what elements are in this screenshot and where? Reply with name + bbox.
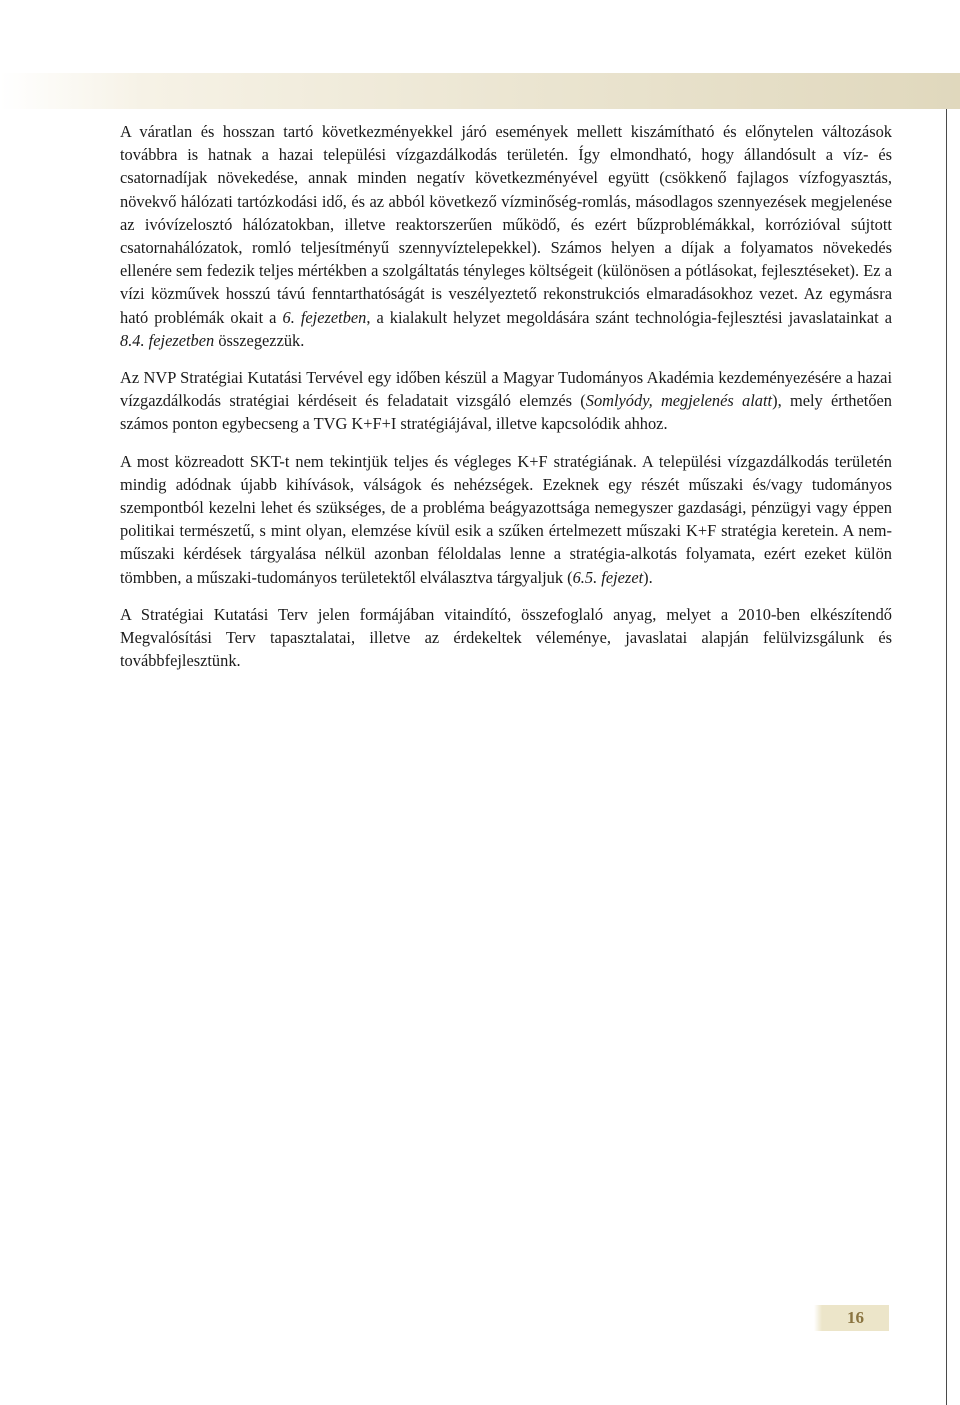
paragraph-4 xyxy=(120,603,892,673)
paragraph-3 xyxy=(120,450,892,589)
text-run: A Stratégiai Kutatási Terv jelen formájában vitaindító, összefoglaló anyag, melyet a 2010-ben elkészítendő Megvalósítási Terv tapasztalatai, illetve az érdekeltek véleménye, javaslatai alapján felülvizsgálunk és továbbfejlesztünk. xyxy=(120,604,892,671)
paragraph-2 xyxy=(120,366,892,436)
header-band xyxy=(0,73,960,109)
body-text xyxy=(120,120,892,686)
page-number-box xyxy=(822,1305,889,1331)
text-run: Az NVP Stratégiai Kutatási Tervével egy időben készül a Magyar Tudományos Akadémia kezdeményezésére a hazai vízgazdálkodás stratégiai kérdéseit és feladatait vizsgáló elemzés ( xyxy=(120,368,892,411)
page-number: 16 xyxy=(847,1308,864,1327)
paragraph-1 xyxy=(120,120,892,352)
text-run: A váratlan és hosszan tartó következményekkel járó események mellett kiszámítható és előnytelen változások továbbra is hatnak a hazai települési vízgazdálkodás területén. Így elmondható, hogy állandósult a víz- és csatornadíjak növekedése, annak minden negatív következményével együtt (csökkenő fajlagos vízfogyasztás, növekvő hálózati tartózkodási idő, és az abból következő vízminőség-romlás, másodlagos szennyezések megjelenése az ivóvízelosztó hálózatokban, illetve reaktorszerűen működő, és ezért bűzproblémákkal, korrózióval sújtott csatornahálózatok, romló teljesítményű szennyvíztelepekkel). Számos helyen a díjak a folyamatos növekedés ellenére sem fedezik teljes mértékben a szolgáltatás tényleges költségeit (különösen a pótlásokat, fejlesztéseket). Ez a vízi közművek hosszú távú fenntarthatóságát is veszélyeztető rekonstrukciós elmaradásokhoz vezet. Az egymásra ható problémák okait a xyxy=(120,122,892,327)
italic-reference: 6. fejezetben xyxy=(282,307,367,327)
text-run: ). xyxy=(643,567,653,587)
right-edge-rule xyxy=(946,109,947,1405)
italic-reference: 8.4. fejezetben xyxy=(120,330,215,350)
text-run: A most közreadott SKT-t nem tekintjük teljes és végleges K+F stratégiának. A települési vízgazdálkodás területén mindig adódnak újabb kihívások, válságok és nehézségek. Ezeknek egy részét műszaki és/vagy tudományos szempontból kezelni lehet és szükséges, de a probléma beágyazottsága nemegyszer gazdasági, pénzügyi vagy éppen politikai természetű, s mint olyan, elemzése kívül esik a szűken értelmezett műszaki K+F stratégia keretein. A nem-műszaki kérdések tárgyalása nélkül azonban féloldalas lenne a stratégia-alkotás folyamata, ezért ezeket külön tömbben, a műszaki-tudományos területektől elválasztva tárgyaljuk ( xyxy=(120,451,892,587)
text-run: összegezzük. xyxy=(214,330,305,350)
italic-reference: Somlyódy, megjelenés alatt xyxy=(585,391,773,411)
text-run: ), mely érthetően számos ponton egybecseng a TVG K+F+I stratégiájával, illetve kapcsolódik ahhoz. xyxy=(120,391,892,434)
italic-reference: 6.5. fejezet xyxy=(572,567,644,587)
text-run: , a kialakult helyzet megoldására szánt technológia-fejlesztési javaslatainkat a xyxy=(366,307,892,327)
